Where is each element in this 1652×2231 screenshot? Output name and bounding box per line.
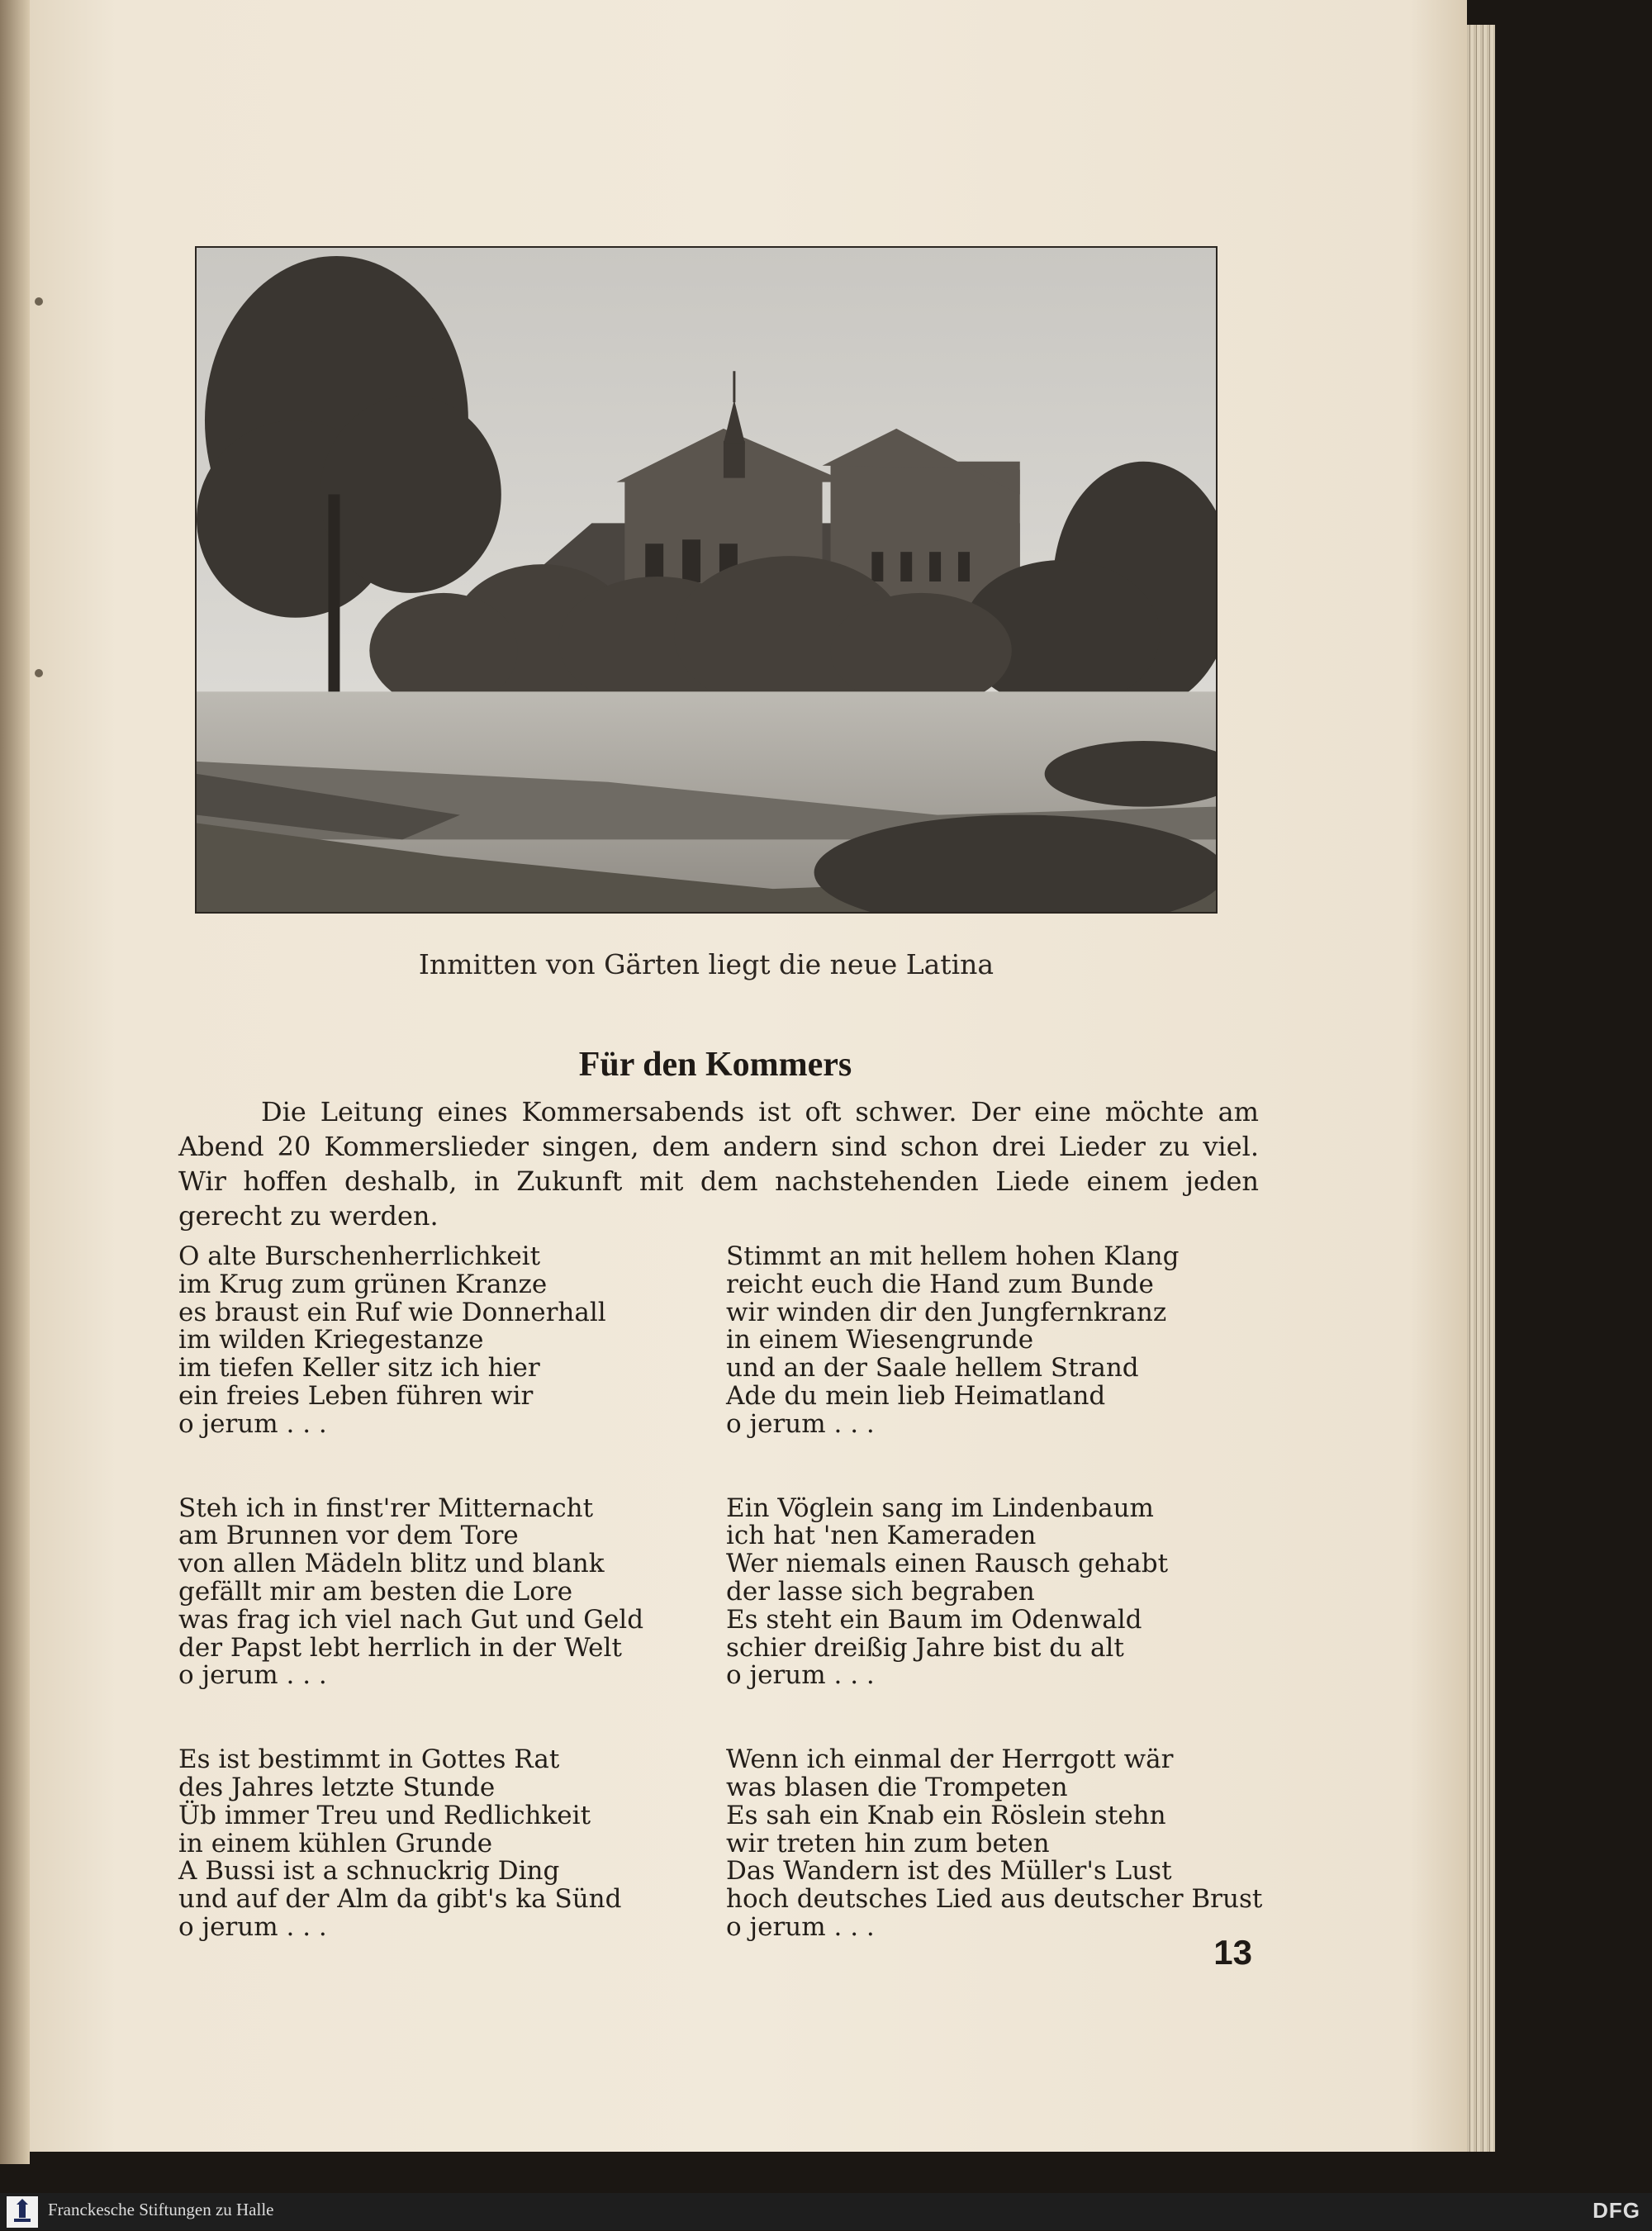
verse-line: hoch deutsches Lied aus deutscher Brust [726,1884,1263,1915]
stanza [726,1746,1271,1942]
book-page [30,0,1467,2152]
verse-line: Ade du mein lieb Heimatland [726,1380,1106,1411]
verse-line: wir winden dir den Jungfernkranz [726,1297,1167,1327]
stanza [726,1495,1271,1691]
verse-line: schier dreißig Jahre bist du alt [726,1632,1124,1663]
binding-stitch [35,297,43,306]
verse-line: reicht euch die Hand zum Bunde [726,1269,1154,1299]
verse-line: was blasen die Trompeten [726,1772,1068,1802]
verse-line: wir treten hin zum beten [726,1828,1050,1858]
page-edges [1467,25,1495,2152]
verse-line: o jerum . . . [178,1911,327,1942]
verse-line: Steh ich in finst'rer Mitternacht [178,1493,594,1523]
verse-line: o jerum . . . [178,1660,327,1691]
verse-line: ein freies Leben führen wir [178,1380,534,1411]
verse-line: am Brunnen vor dem Tore [178,1521,519,1551]
verse-line: o jerum . . . [726,1408,875,1439]
verse-line: gefällt mir am besten die Lore [178,1576,573,1607]
verse-line: und an der Saale hellem Strand [726,1353,1139,1384]
verse-column-left [178,1243,724,1942]
photo-caption: Inmitten von Gärten liegt die neue Latina [418,948,995,980]
verse-line: O alte Burschenherrlichkeit [178,1241,541,1271]
viewer-footer [0,2193,1652,2230]
book-gutter [0,0,30,2164]
verse-line: im Krug zum grünen Kranze [178,1269,548,1299]
verse-line: Ein Vöglein sang im Lindenbaum [726,1493,1154,1523]
institution-logo-icon [7,2196,38,2228]
verse-line: im wilden Kriegestanze [178,1325,484,1355]
verse-line: was frag ich viel nach Gut und Geld [178,1604,644,1635]
verse-line: Es steht ein Baum im Odenwald [726,1604,1142,1635]
intro-paragraph: Die Leitung eines Kommersabends ist oft schwer. Der eine möchte am Abend 20 Kommerslieder singen, dem andern sind schon drei Lieder zu viel. Wir hoffen deshalb, in Zukunft mit dem nachstehenden Liede einem jeden gerecht zu werden. [178,1096,1259,1232]
verse-line: o jerum . . . [726,1660,875,1691]
stanza [178,1746,724,1942]
stanza [178,1495,724,1691]
verse-line: o jerum . . . [178,1408,327,1439]
school-building-photo [195,246,1218,914]
verse-line: des Jahres letzte Stunde [178,1772,496,1802]
verse-line: und auf der Alm da gibt's ka Sünd [178,1884,622,1915]
verse-line: A Bussi ist a schnuckrig Ding [178,1856,560,1887]
institution-name: Franckesche Stiftungen zu Halle [48,2200,274,2219]
verse-column-right [726,1243,1271,1942]
verse-line: von allen Mädeln blitz und blank [178,1549,605,1579]
verse-line: in einem Wiesengrunde [726,1325,1034,1355]
page-number: 13 [1213,1933,1252,1972]
stanza [726,1243,1271,1439]
stanza [178,1243,724,1439]
dfg-badge: DFG [1593,2198,1640,2223]
verse-line: Es sah ein Knab ein Röslein stehn [726,1800,1166,1830]
verse-line: ich hat 'nen Kameraden [726,1521,1037,1551]
verse-line: Üb immer Treu und Redlichkeit [178,1800,591,1830]
verse-line: in einem kühlen Grunde [178,1828,493,1858]
verse-line: Wer niemals einen Rausch gehabt [726,1549,1169,1579]
verse-line: der Papst lebt herrlich in der Welt [178,1632,622,1663]
verse-line: der lasse sich begraben [726,1576,1035,1607]
verse-line: im tiefen Keller sitz ich hier [178,1353,540,1384]
verse-line: Wenn ich einmal der Herrgott wär [726,1744,1174,1775]
binding-stitch [35,669,43,677]
verse-line: Das Wandern ist des Müller's Lust [726,1856,1172,1887]
article-heading: Für den Kommers [578,1046,852,1084]
verse-line: Es ist bestimmt in Gottes Rat [178,1744,560,1775]
verse-line: o jerum . . . [726,1911,875,1942]
verse-line: Stimmt an mit hellem hohen Klang [726,1241,1180,1271]
verse-line: es braust ein Ruf wie Donnerhall [178,1297,606,1327]
